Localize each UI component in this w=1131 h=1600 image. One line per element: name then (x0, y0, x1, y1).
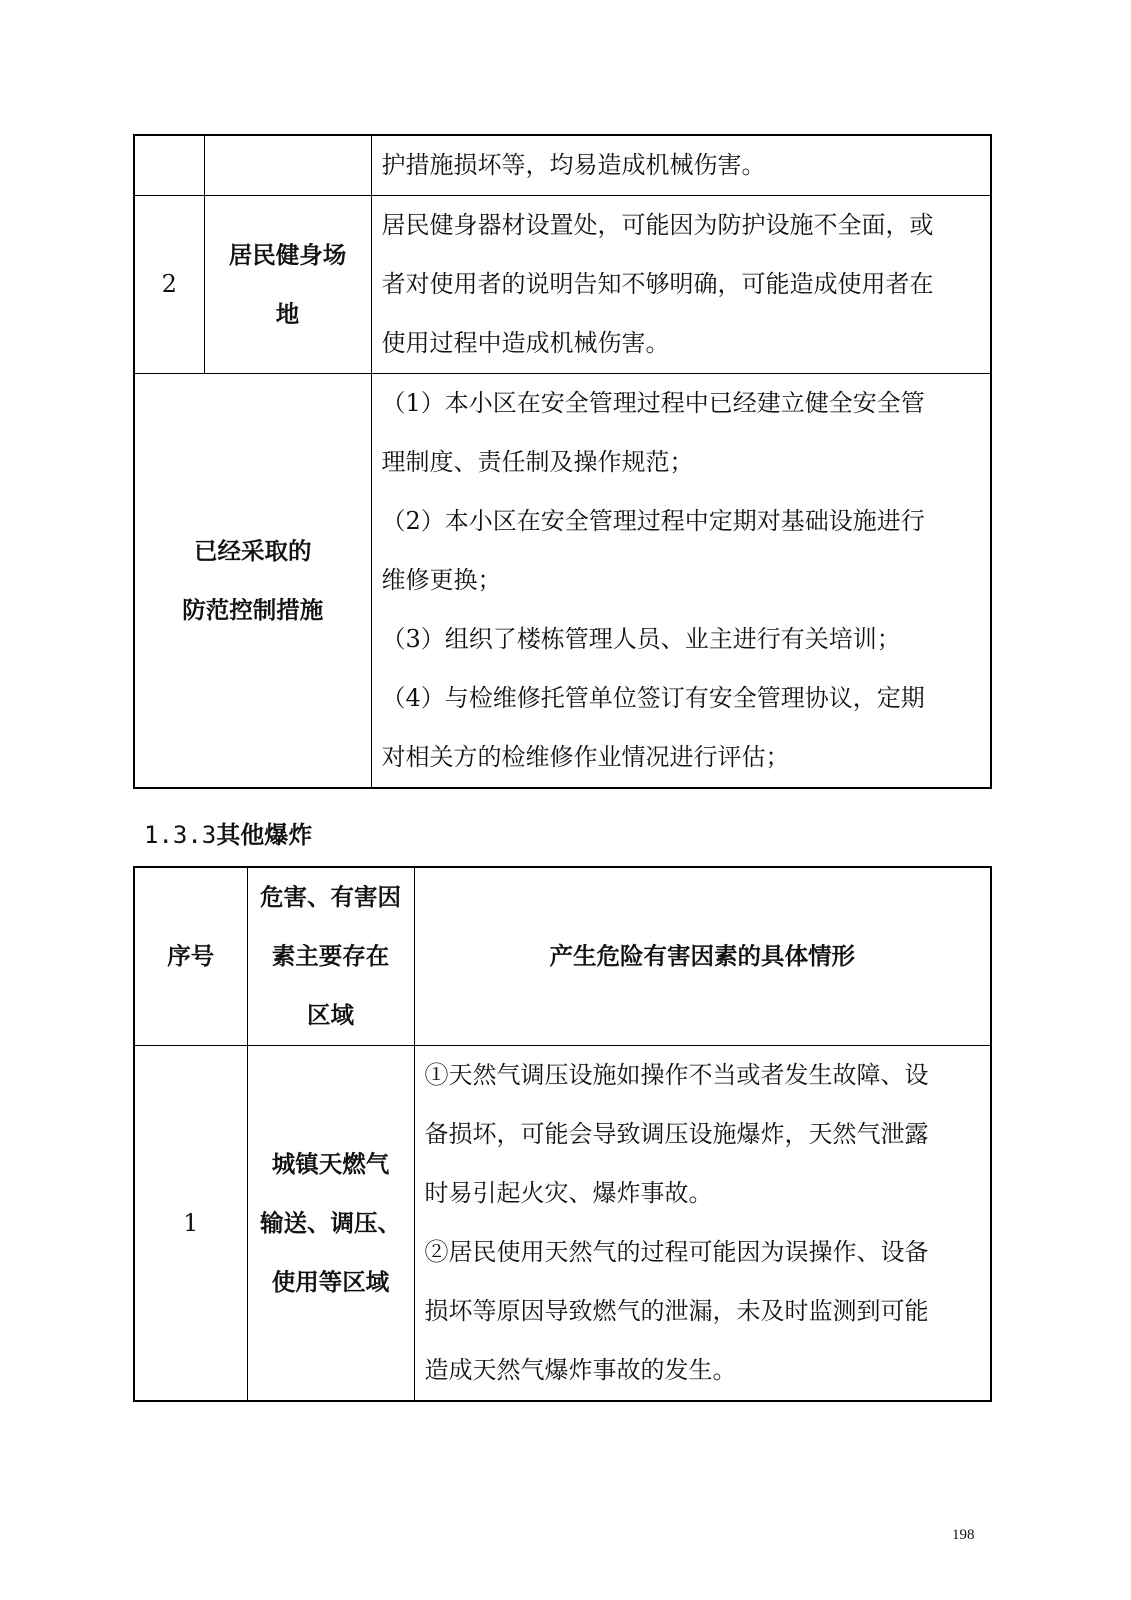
measure-line: 对相关方的检维修作业情况进行评估； (381, 743, 790, 771)
area-line: 地 (275, 299, 300, 328)
desc-line: 使用过程中造成机械伤害。 (381, 329, 670, 357)
area-cell (247, 1046, 414, 1402)
desc-line: 者对使用者的说明告知不够明确，可能造成使用者在 (381, 270, 934, 298)
header-area-line: 区域 (307, 1001, 354, 1029)
header-desc: 产生危险有害因素的具体情形 (414, 867, 991, 1046)
hazard-table-explosion (133, 866, 992, 1402)
area-line: 输送、调压、 (260, 1208, 401, 1237)
seq-cell: 1 (134, 1046, 247, 1402)
desc-line: ②居民使用天然气的过程可能因为误操作、设备 (424, 1238, 929, 1266)
desc-cell (414, 1046, 991, 1402)
measures-label-line: 防范控制措施 (182, 595, 324, 624)
table-header-row (134, 867, 991, 1046)
table-row (134, 374, 991, 789)
measure-line: （1）本小区在安全管理过程中已经建立健全安全管 (381, 389, 925, 417)
area-line: 使用等区域 (271, 1267, 390, 1296)
area-cell-empty (204, 135, 371, 196)
desc-cell (371, 196, 991, 374)
area-line: 城镇天燃气 (271, 1149, 390, 1178)
hazard-table-mechanical (133, 134, 992, 789)
table-row (134, 196, 991, 374)
measure-line: （2）本小区在安全管理过程中定期对基础设施进行 (381, 507, 925, 535)
header-area (247, 867, 414, 1046)
desc-line: 造成天然气爆炸事故的发生。 (424, 1356, 737, 1384)
seq-cell: 2 (134, 196, 204, 374)
measures-label-cell (134, 374, 371, 789)
section-heading (144, 817, 312, 853)
measure-line: （3）组织了楼栋管理人员、业主进行有关培训； (381, 625, 901, 653)
table-row (134, 135, 991, 196)
table-row (134, 1046, 991, 1402)
page-number: 198 (952, 1527, 975, 1543)
section-number: 1.3.3 (144, 821, 217, 849)
section-title: 其他爆炸 (216, 821, 313, 849)
desc-line: 居民健身器材设置处，可能因为防护设施不全面，或 (381, 211, 934, 239)
desc-line: 时易引起火灾、爆炸事故。 (424, 1179, 713, 1207)
header-area-line: 素主要存在 (271, 942, 390, 970)
measure-line: 理制度、责任制及操作规范； (381, 448, 694, 476)
measure-line: 维修更换； (381, 566, 502, 594)
measures-label-line: 已经采取的 (194, 536, 312, 565)
desc-cell: 护措施损坏等，均易造成机械伤害。 (371, 135, 991, 196)
measure-line: （4）与检维修托管单位签订有安全管理协议，定期 (381, 684, 925, 712)
desc-line: 备损坏，可能会导致调压设施爆炸，天然气泄露 (424, 1120, 929, 1148)
header-seq: 序号 (134, 867, 247, 1046)
header-area-line: 危害、有害因 (260, 883, 401, 911)
measures-cell (371, 374, 991, 789)
area-cell (204, 196, 371, 374)
desc-line: ①天然气调压设施如操作不当或者发生故障、设 (424, 1061, 929, 1089)
seq-cell-empty (134, 135, 204, 196)
desc-line: 损坏等原因导致燃气的泄漏，未及时监测到可能 (424, 1297, 929, 1325)
area-line: 居民健身场 (228, 240, 347, 269)
